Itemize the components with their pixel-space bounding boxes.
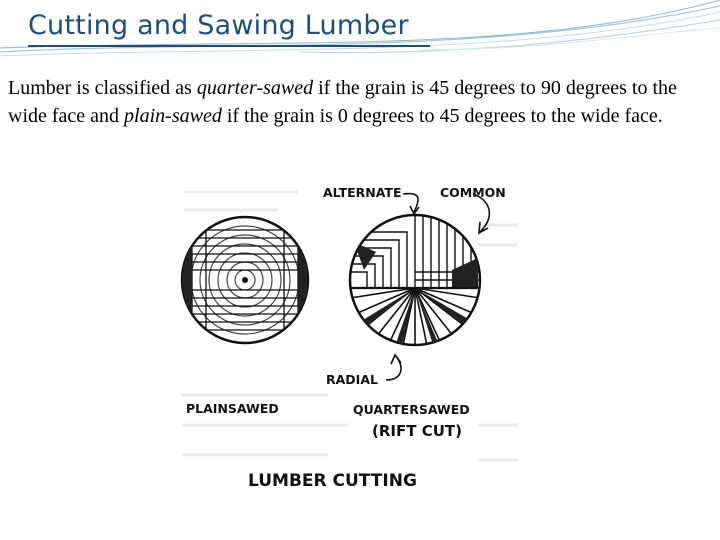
- title-underline: [28, 45, 430, 47]
- quartersawed-log-icon: [350, 215, 483, 357]
- label-common: COMMON: [440, 185, 506, 200]
- label-plainsawed: PLAINSAWED: [186, 401, 279, 416]
- body-paragraph: [8, 75, 708, 130]
- paragraph-text-1: Lumber is classified as: [8, 77, 197, 99]
- label-radial: RADIAL: [326, 372, 378, 387]
- paragraph-text-3: if the grain is 0 degrees to 45 degrees to the wide face.: [221, 104, 663, 127]
- slide-title: Cutting and Sawing Lumber: [28, 10, 409, 41]
- label-quartersawed: QUARTERSAWED: [353, 402, 470, 417]
- paragraph-text-2: if the grain is 45 degrees to 90 degrees to the wide face and: [8, 77, 677, 127]
- figure-caption: LUMBER CUTTING: [248, 471, 417, 491]
- lumber-cutting-figure: [178, 170, 520, 505]
- plainsawed-log-icon: [178, 217, 318, 343]
- label-rift-cut: (RIFT CUT): [372, 422, 462, 440]
- plain-sawed-term: plain-sawed: [124, 104, 222, 127]
- quarter-sawed-term: quarter-sawed: [196, 77, 314, 99]
- label-alternate: ALTERNATE: [323, 185, 402, 200]
